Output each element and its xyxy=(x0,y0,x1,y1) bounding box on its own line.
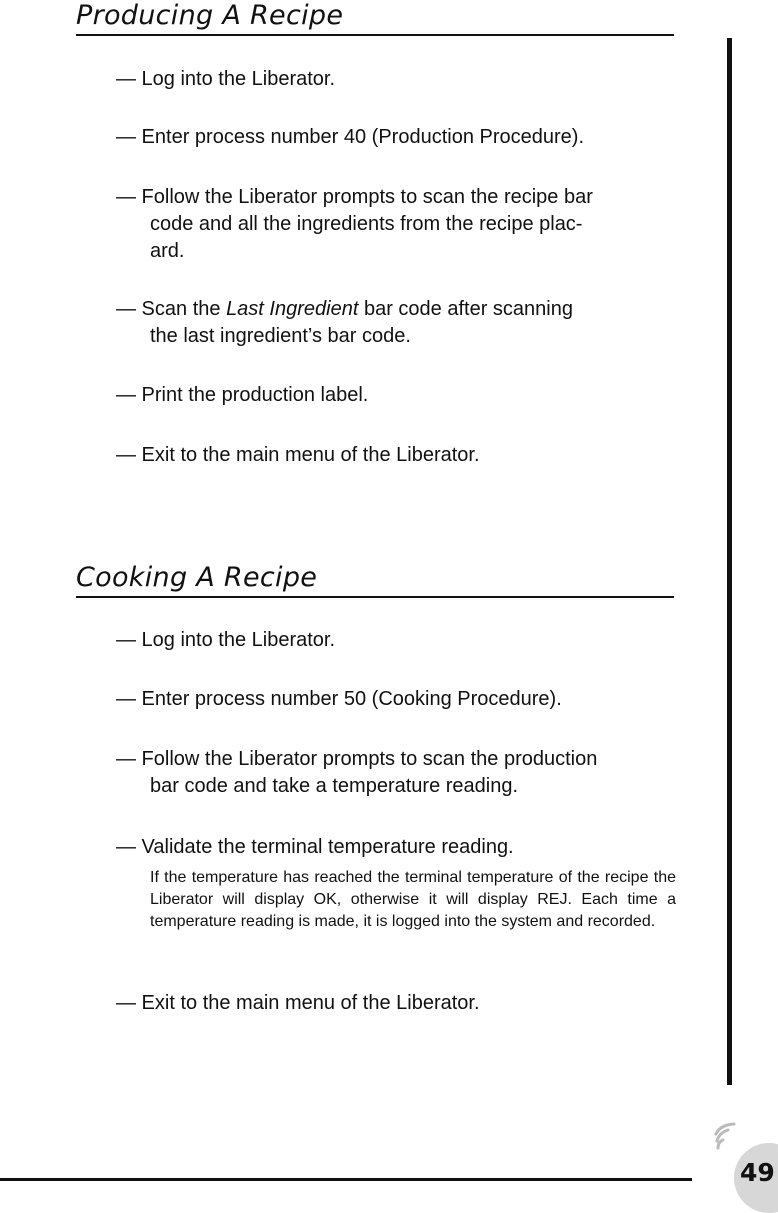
step-emphasis: Last Ingredient xyxy=(226,298,359,320)
step-list-item xyxy=(116,124,676,151)
step-list-item xyxy=(116,296,676,350)
step-line xyxy=(116,296,676,323)
step-text: bar code after scanning xyxy=(358,298,573,320)
step-line: — Exit to the main menu of the Liberator. xyxy=(116,992,480,1014)
step-line: — Exit to the main menu of the Liberator. xyxy=(116,444,480,466)
step-list-item xyxy=(116,66,676,93)
step-line: code and all the ingredients from the recipe plac- xyxy=(150,213,583,235)
section-heading-cooking: Cooking A Recipe xyxy=(76,562,674,598)
step-line: — Enter process number 40 (Production Procedure). xyxy=(116,126,584,148)
step-line: — Follow the Liberator prompts to scan the recipe bar xyxy=(116,186,593,208)
step-line: bar code and take a temperature reading. xyxy=(150,775,519,797)
step-text: — Scan the xyxy=(116,298,227,320)
step-list-item xyxy=(116,382,676,409)
step-list-item xyxy=(116,834,676,861)
step-line: the last ingredient’s bar code. xyxy=(150,325,411,347)
section-heading-producing: Producing A Recipe xyxy=(76,0,674,36)
signal-waves-icon xyxy=(714,1122,744,1152)
footer-rule xyxy=(0,1178,692,1181)
step-list-item xyxy=(116,746,676,800)
step-line: — Follow the Liberator prompts to scan the production xyxy=(116,748,598,770)
step-list-item xyxy=(116,627,676,654)
step-list-item xyxy=(116,184,676,265)
step-list-item xyxy=(116,990,676,1017)
step-line: — Print the production label. xyxy=(116,384,369,406)
margin-rule xyxy=(727,38,732,1085)
step-line: — Log into the Liberator. xyxy=(116,629,336,651)
step-line: ard. xyxy=(150,240,185,262)
step-list-item xyxy=(116,442,676,469)
step-line: — Enter process number 50 (Cooking Procedure). xyxy=(116,688,562,710)
temperature-note: If the temperature has reached the terminal temperature of the recipe the Liberator will display OK, otherwise it will display REJ. Each time a temperature reading is made, it is logged into the system and recorded. xyxy=(150,869,676,930)
step-line: — Validate the terminal temperature reading. xyxy=(116,836,514,858)
step-line: — Log into the Liberator. xyxy=(116,68,336,90)
step-list-item xyxy=(116,686,676,713)
page-number: 49 xyxy=(740,1158,775,1187)
